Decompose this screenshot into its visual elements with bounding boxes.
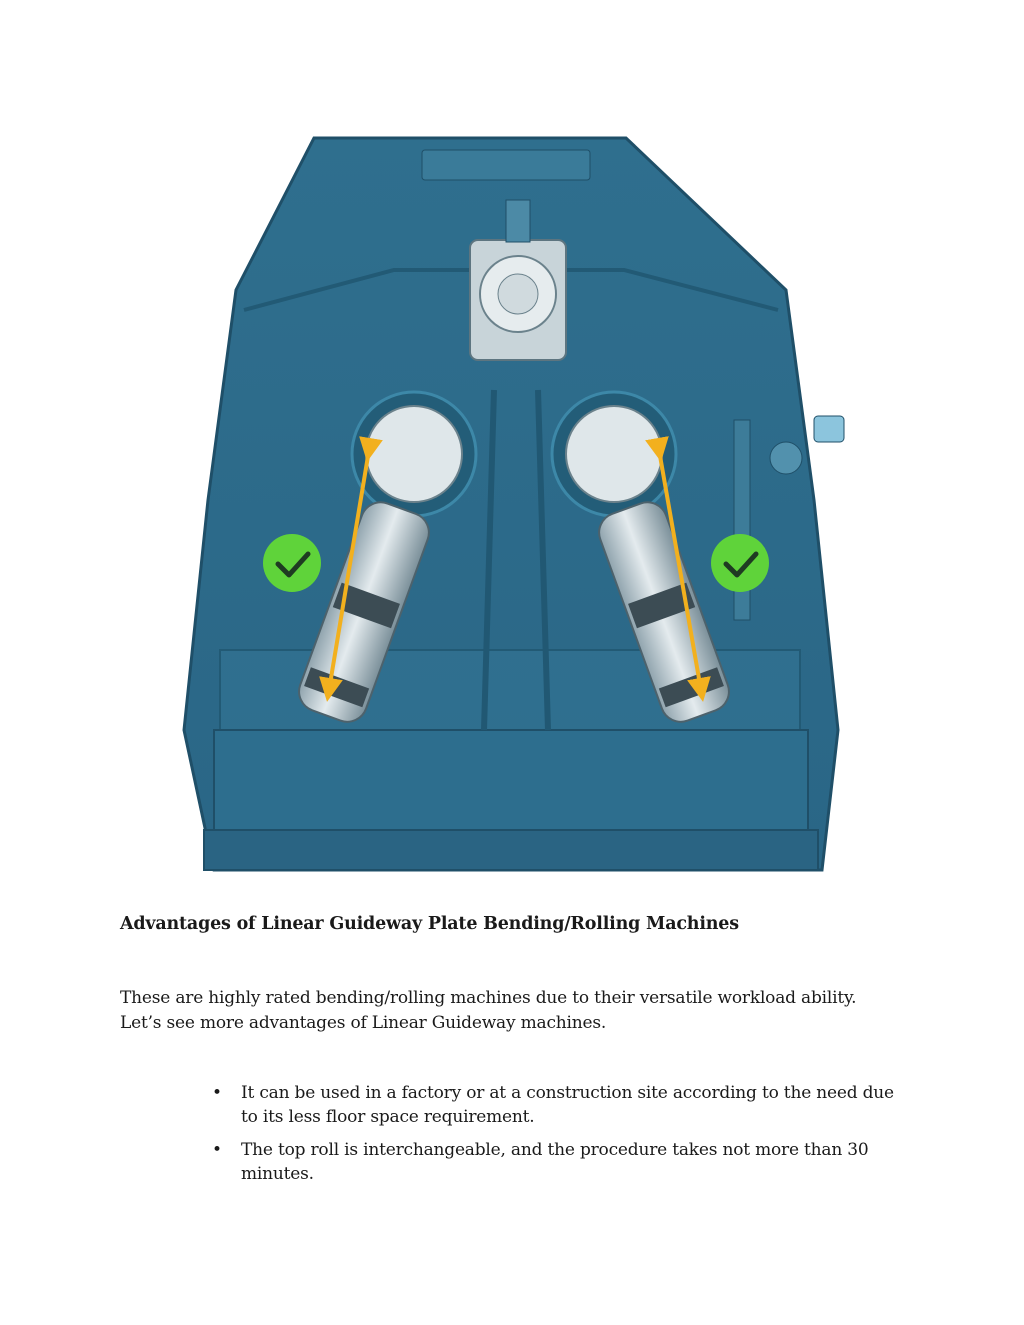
right-check-circle-icon	[711, 534, 769, 592]
intro-paragraph	[120, 986, 910, 1036]
intro-line-1: These are highly rated bending/rolling machines due to their versatile workload ability.	[120, 988, 857, 1008]
list-item	[212, 1138, 912, 1186]
left-side-roll	[366, 406, 462, 502]
machine-svg	[174, 130, 848, 890]
section-heading: Advantages of Linear Guideway Plate Bending/Rolling Machines	[120, 914, 739, 934]
bullet-marker: •	[212, 1140, 222, 1160]
nameplate	[422, 150, 590, 180]
bullet-marker: •	[212, 1083, 222, 1103]
list-item-text: It can be used in a factory or at a construction site according to the need due to its less floor space requirement.	[241, 1083, 894, 1127]
list-item-text: The top roll is interchangeable, and the procedure takes not more than 30 minutes.	[241, 1140, 869, 1184]
right-side-roll	[566, 406, 662, 502]
list-item	[212, 1081, 912, 1129]
machine-illustration	[174, 130, 848, 890]
advantages-list	[212, 1081, 912, 1195]
left-check-circle-icon	[263, 534, 321, 592]
intro-line-2: Let’s see more advantages of Linear Guideway machines.	[120, 1013, 607, 1033]
